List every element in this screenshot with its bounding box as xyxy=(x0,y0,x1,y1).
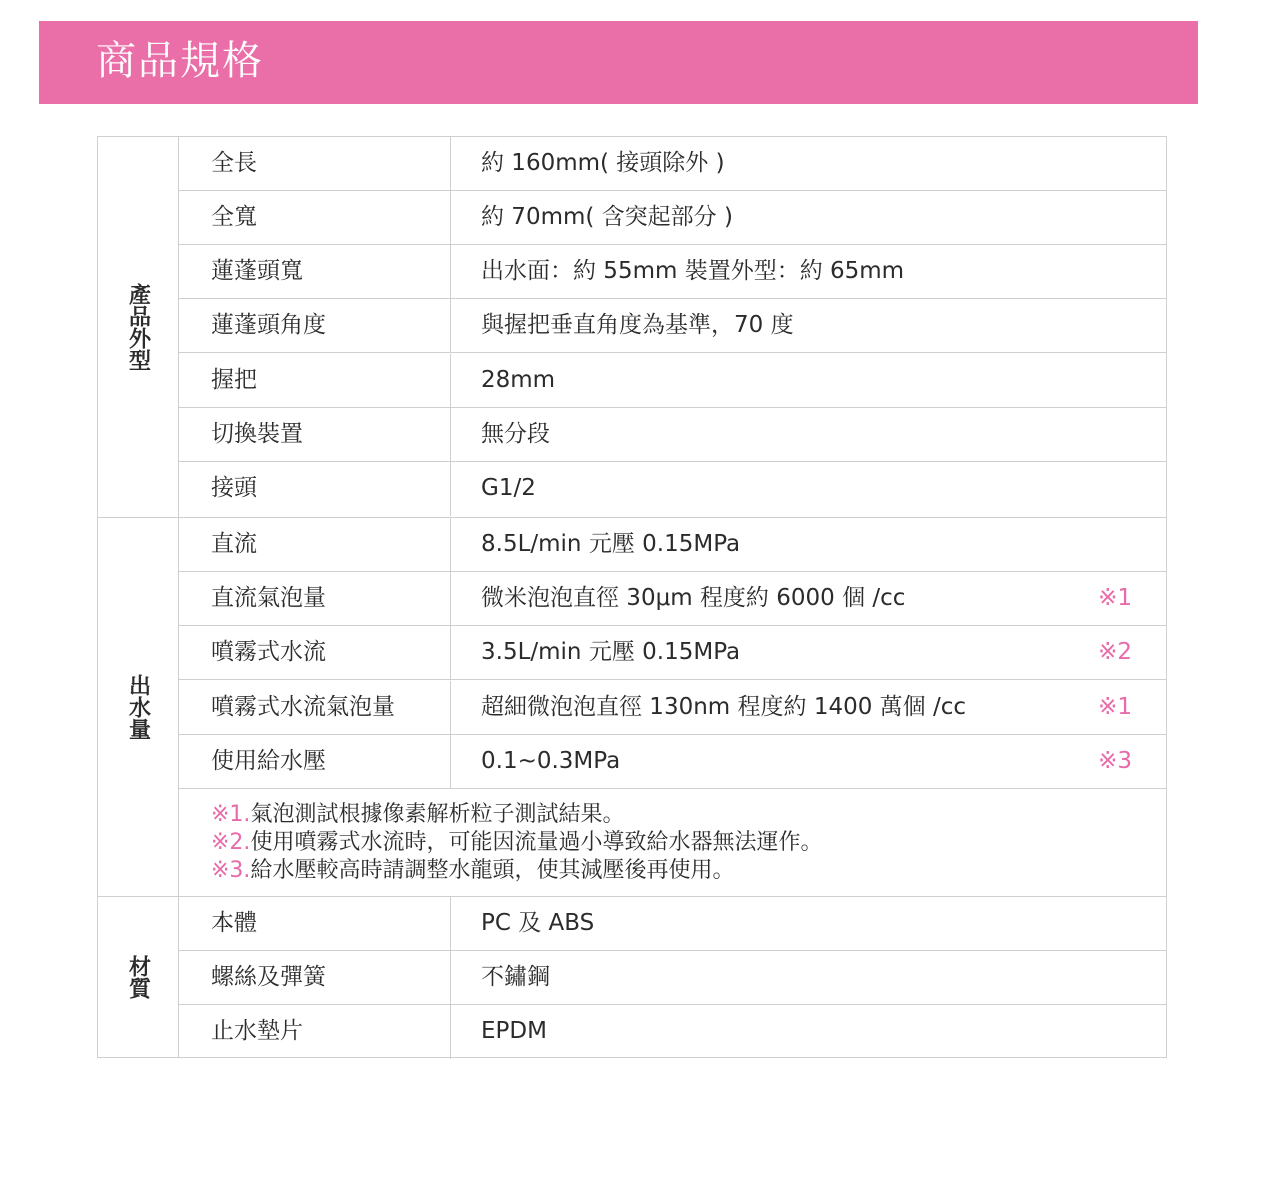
footnote xyxy=(211,829,1166,857)
table-row xyxy=(179,299,1166,353)
spec-value: 微米泡泡直徑 30μm 程度約 6000 個 /cc xyxy=(481,585,906,611)
spec-value: 28mm xyxy=(481,367,556,393)
spec-key: 蓮蓬頭角度 xyxy=(211,312,326,338)
spec-key: 止水墊片 xyxy=(211,1018,303,1044)
spec-value: G1/2 xyxy=(481,475,536,501)
header-banner xyxy=(39,21,1198,104)
spec-key: 接頭 xyxy=(211,475,257,501)
spec-key: 直流氣泡量 xyxy=(211,585,326,611)
table-row xyxy=(179,951,1166,1005)
table-row xyxy=(179,681,1166,735)
footnote-number: ※3. xyxy=(211,858,251,883)
spec-value: 約 160mm( 接頭除外 ) xyxy=(481,150,725,176)
footnote-number: ※2. xyxy=(211,830,251,855)
footnotes xyxy=(179,789,1166,896)
spec-key: 切換裝置 xyxy=(211,421,303,447)
spec-key: 使用給水壓 xyxy=(211,748,326,774)
group-material xyxy=(98,896,1166,1057)
spec-value: 8.5L/min 元壓 0.15MPa xyxy=(481,531,741,557)
spec-value: 與握把垂直角度為基準，70 度 xyxy=(481,312,794,338)
spec-value: 無分段 xyxy=(481,421,550,447)
table-row xyxy=(179,572,1166,626)
group-label xyxy=(98,518,179,896)
footnote-text: 使用噴霧式水流時，可能因流量過小導致給水器無法運作。 xyxy=(250,830,823,855)
footnote-mark: ※1 xyxy=(1098,585,1132,611)
spec-key: 直流 xyxy=(211,531,257,557)
table-row xyxy=(179,1005,1166,1059)
group-label-text: 產品外型 xyxy=(125,283,151,371)
table-row xyxy=(179,354,1166,408)
table-row xyxy=(179,462,1166,516)
group-appearance xyxy=(98,137,1166,517)
footnote-text: 給水壓較高時請調整水龍頭，使其減壓後再使用。 xyxy=(250,858,735,883)
footnote-mark: ※3 xyxy=(1098,748,1132,774)
spec-table xyxy=(97,136,1167,1058)
spec-value: 0.1~0.3MPa xyxy=(481,748,621,774)
spec-value: 超細微泡泡直徑 130nm 程度約 1400 萬個 /cc xyxy=(481,694,967,720)
spec-value: PC 及 ABS xyxy=(481,910,595,936)
footnote-mark: ※2 xyxy=(1098,639,1132,665)
spec-value: 出水面：約 55mm 裝置外型：約 65mm xyxy=(481,258,905,284)
table-row xyxy=(179,408,1166,462)
spec-value: 不鏽鋼 xyxy=(481,964,550,990)
footnote-text: 氣泡測試根據像素解析粒子測試結果。 xyxy=(250,802,625,827)
footnote-mark: ※1 xyxy=(1098,694,1132,720)
footnote-number: ※1. xyxy=(211,802,251,827)
spec-key: 蓮蓬頭寬 xyxy=(211,258,303,284)
spec-value: EPDM xyxy=(481,1018,547,1044)
table-row xyxy=(179,897,1166,951)
page-title: 商品規格 xyxy=(96,38,264,84)
table-row xyxy=(179,245,1166,299)
group-label-text: 出水量 xyxy=(125,674,151,740)
table-row xyxy=(179,626,1166,680)
spec-key: 噴霧式水流氣泡量 xyxy=(211,694,395,720)
table-row xyxy=(179,735,1166,789)
footnote xyxy=(211,801,1166,829)
spec-key: 本體 xyxy=(211,910,257,936)
spec-value: 3.5L/min 元壓 0.15MPa xyxy=(481,639,741,665)
spec-key: 螺絲及彈簧 xyxy=(211,964,326,990)
spec-key: 噴霧式水流 xyxy=(211,639,326,665)
group-label xyxy=(98,897,179,1057)
spec-key: 全長 xyxy=(211,150,257,176)
group-label xyxy=(98,137,179,517)
group-label-text: 材質 xyxy=(125,955,151,999)
spec-key: 握把 xyxy=(211,367,257,393)
spec-value: 約 70mm( 含突起部分 ) xyxy=(481,204,733,230)
footnote xyxy=(211,857,1166,885)
table-row xyxy=(179,191,1166,245)
table-row xyxy=(179,518,1166,572)
group-water-output xyxy=(98,517,1166,896)
spec-key: 全寬 xyxy=(211,204,257,230)
table-row xyxy=(179,137,1166,191)
